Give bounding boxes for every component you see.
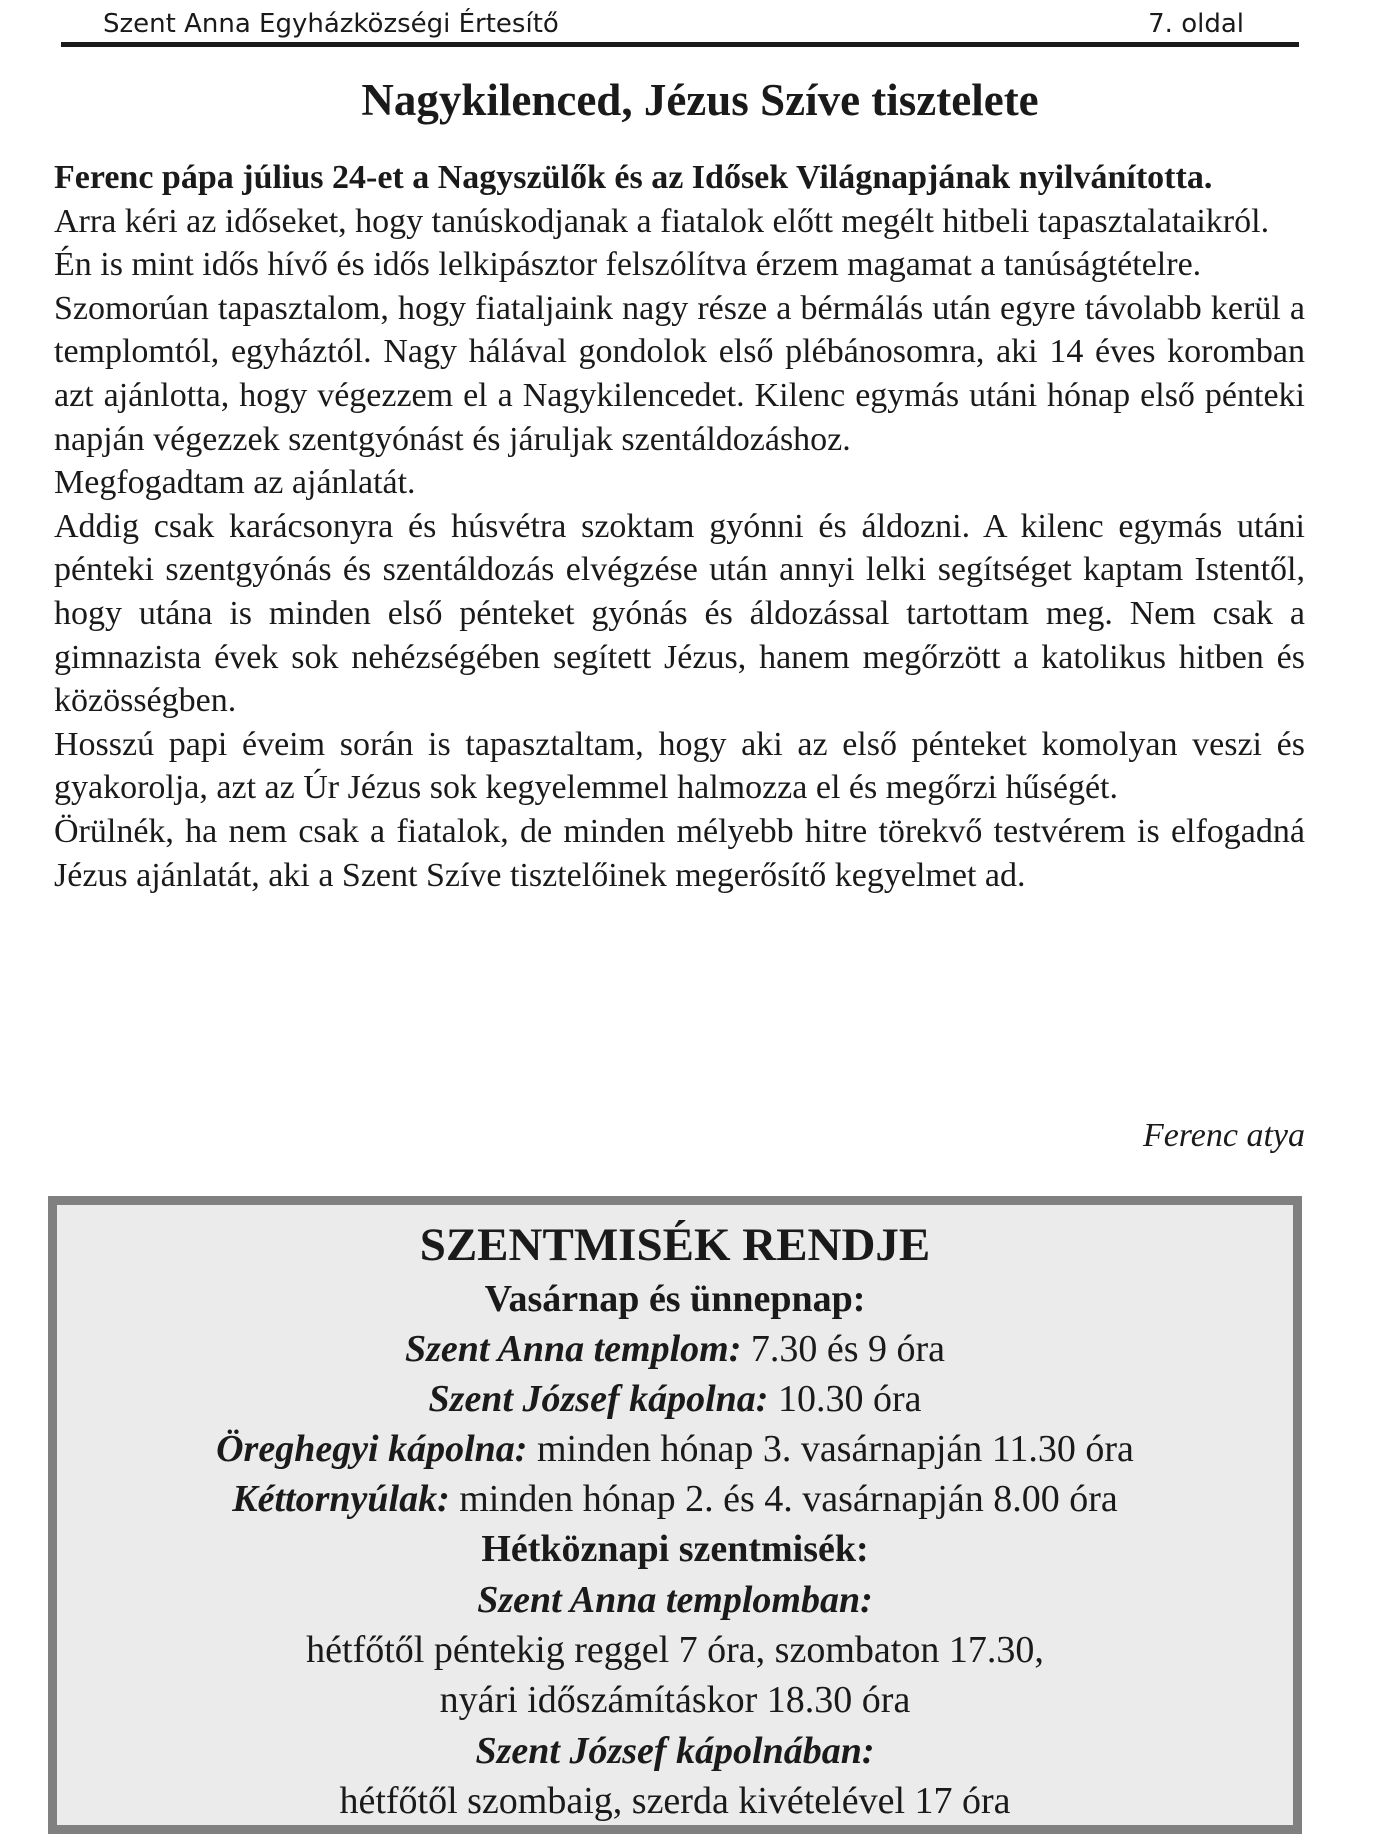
sunday-place: Öreghegyi kápolna: — [216, 1428, 528, 1470]
anna-church-heading: Szent Anna templomban: — [477, 1579, 873, 1621]
sunday-place: Szent József kápolna: — [428, 1378, 769, 1420]
jozsef-chapel-heading: Szent József kápolnában: — [475, 1730, 875, 1772]
publication-name: Szent Anna Egyházközségi Értesítő — [103, 9, 559, 39]
weekday-heading: Hétköznapi szentmisék: — [481, 1528, 869, 1570]
sunday-time: 7.30 és 9 óra — [741, 1328, 946, 1370]
sunday-row — [57, 1475, 1293, 1523]
anna-schedule-line: nyári időszámításkor 18.30 óra — [439, 1679, 911, 1721]
sunday-heading: Vasárnap és ünnepnap: — [484, 1278, 866, 1320]
sunday-row — [57, 1425, 1293, 1473]
article-paragraph: Hosszú papi éveim során is tapasztaltam, hogy aki az első pénteket komolyan veszi és gyakorolja, azt az Úr Jézus sok kegyelemmel halmozza el és megőrzi hűségét. — [54, 725, 1305, 807]
sunday-place: Kéttornyúlak: — [232, 1478, 450, 1520]
sunday-time: minden hónap 2. és 4. vasárnapján 8.00 óra — [449, 1478, 1118, 1520]
article-signature: Ferenc atya — [1142, 1117, 1305, 1154]
article-title: Nagykilenced, Jézus Szíve tisztelete — [361, 75, 1039, 125]
header-rule — [61, 42, 1299, 47]
article-lead: Ferenc pápa július 24-et a Nagyszülők és az Idősek Világnapjának nyilvánította. — [54, 159, 1213, 196]
sunday-time: 10.30 óra — [768, 1378, 922, 1420]
article-body — [54, 156, 1305, 897]
mass-schedule-box — [48, 1196, 1302, 1834]
article-paragraph: Arra kéri az időseket, hogy tanúskodjanak a fiatalok előtt megélt hitbeli tapasztalataikról. — [54, 202, 1270, 240]
article-paragraph: Szomorúan tapasztalom, hogy fiataljaink nagy része a bérmálás után egyre távolabb kerül a templomtól, egyháztól. Nagy hálával gondolok első plébánosomra, aki 14 éves koromban azt ajánlotta, hogy végezzem el a Nagykilencedet. Kilenc egymás utáni hónap első pénteki napján végezzek szentgyónást és járuljak szentáldozáshoz. — [54, 289, 1305, 458]
sunday-time: minden hónap 3. vasárnapján 11.30 óra — [527, 1428, 1134, 1470]
article-paragraph: Én is mint idős hívő és idős lelkipásztor felszólítva érzem magamat a tanúságtételre. — [54, 246, 1202, 284]
sunday-place: Szent Anna templom: — [404, 1328, 742, 1370]
mass-schedule-title: SZENTMISÉK RENDJE — [419, 1219, 931, 1271]
sunday-row — [57, 1375, 1293, 1423]
sunday-row — [57, 1325, 1293, 1373]
anna-schedule-line: hétfőtől péntekig reggel 7 óra, szombaton 17.30, — [306, 1629, 1044, 1671]
page-number: 7. oldal — [1148, 9, 1244, 39]
article-paragraph: Addig csak karácsonyra és húsvétra szoktam gyónni és áldozni. A kilenc egymás utáni pénteki szentgyónás és szentáldozás elvégzése után annyi lelki segítséget kaptam Istentől, hogy utána is minden első pénteket gyónás és áldozással tartottam meg. Nem csak a gimnazista évek sok nehézségében segített Jézus, hanem megőrzött a katolikus hitben és közösségben. — [54, 507, 1305, 720]
article-paragraph: Örülnék, ha nem csak a fiatalok, de minden mélyebb hitre törekvő testvérem is elfogadná Jézus ajánlatát, aki a Szent Szíve tisztelőinek megerősítő kegyelmet ad. — [54, 812, 1305, 894]
page-header — [61, 6, 1301, 42]
article-paragraph: Megfogadtam az ajánlatát. — [54, 464, 416, 502]
jozsef-schedule-line: hétfőtől szombaig, szerda kivételével 17 óra — [339, 1780, 1011, 1822]
